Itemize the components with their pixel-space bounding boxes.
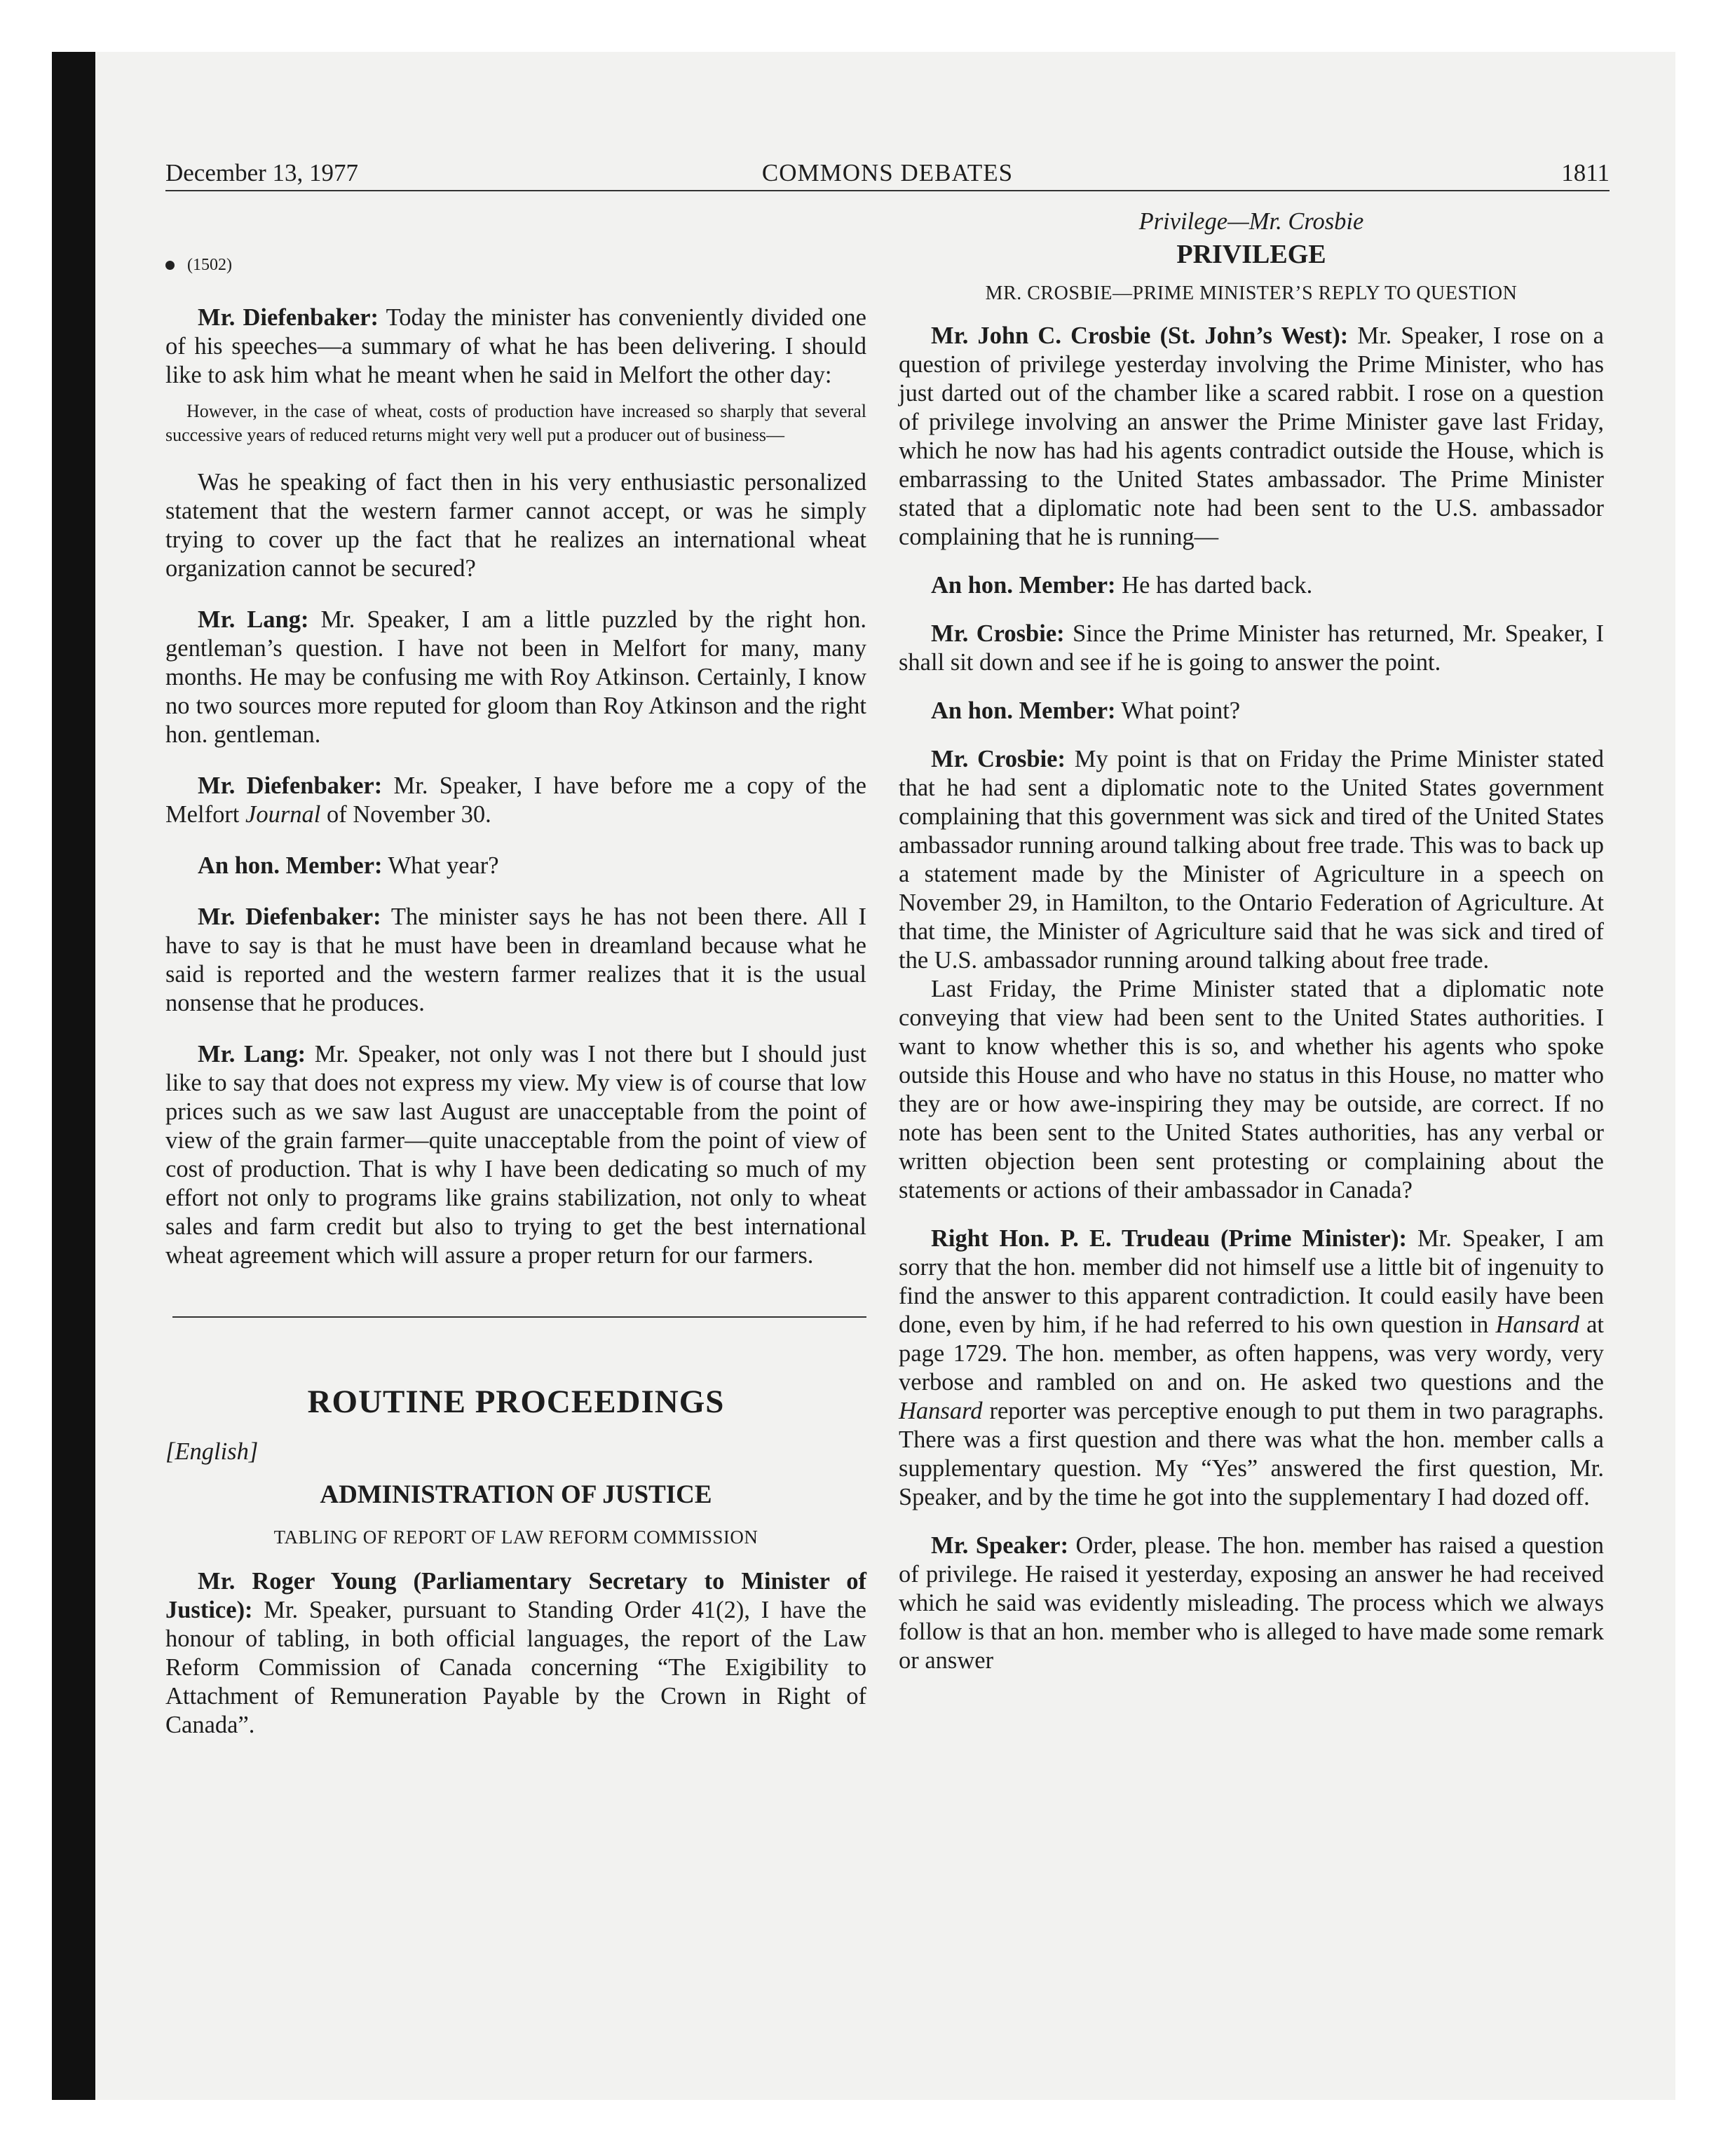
speaker-name: Mr. Lang: bbox=[198, 606, 309, 633]
section-title-routine-proceedings: ROUTINE PROCEEDINGS bbox=[307, 1384, 725, 1420]
speaker-name: Mr. Crosbie: bbox=[931, 746, 1066, 772]
section-title-privilege: PRIVILEGE bbox=[1176, 240, 1326, 269]
speech-text: Mr. Speaker, I am a little puzzled by the right hon. gentleman’s question. I have not been in Melfort for many, many months. He may be confusing me with Roy Atkinson. Certainly, I know no two sources more reputed for gloom than Roy Atkinson and the right hon. gentleman. bbox=[165, 606, 867, 748]
speaker-name: Mr. Speaker: bbox=[931, 1532, 1069, 1559]
speech-italic-text: Hansard bbox=[1495, 1311, 1580, 1338]
speech-italic-text: Journal bbox=[245, 801, 321, 828]
speech-lang-1 bbox=[165, 606, 866, 749]
speech-text: Mr. Speaker, not only was I not there but I should just like to say that does not express my view. My view is of course that low prices such as we saw last August are unacceptable from the point of view of the grain farmer—quite unacceptable from the point of view of cost of production. That is why I have been dedicating so much of my effort not only to programs like grains stabilization, not only to wheat sales and farm credit but also to trying to get the best international wheat agreement which will assure a proper return for our farmers. bbox=[165, 1041, 866, 1269]
speech-diefenbaker-3 bbox=[165, 903, 866, 1018]
time-marker bbox=[165, 251, 866, 280]
header-title: COMMONS DEBATES bbox=[761, 159, 1014, 186]
speech-text: Mr. Speaker, I have before me a copy of the Melfort bbox=[165, 772, 866, 828]
speech-diefenbaker-1 bbox=[165, 303, 866, 390]
speech-crosbie-1 bbox=[899, 322, 1604, 552]
page-header bbox=[165, 156, 1610, 191]
time-marker-text: (1502) bbox=[187, 256, 232, 274]
speech-crosbie-2 bbox=[899, 620, 1604, 677]
speech-crosbie-3-continuation: Last Friday, the Prime Minister stated that a diplomatic note conveying that view had been sent to the United States authorities. I want to know whether this is so, and whether his agents who spoke outside this House and who have no status in this House, no matter who they are or how awe-inspiring they may be outside, are correct. If no note has been sent to the United States authorities, has any verbal or written objection been sent protesting or complaining about the statements or actions of their ambassador in Canada? bbox=[899, 976, 1604, 1203]
speech-text: at page 1729. The hon. member, as often happens, was very wordy, very verbose and rambled on and on. He asked two questions and the bbox=[899, 1311, 1604, 1396]
speech-text: of November 30. bbox=[320, 801, 491, 828]
speaker-name: Mr. Crosbie: bbox=[931, 620, 1065, 647]
speech-text: Mr. Speaker, pursuant to Standing Order 41(2), I have the honour of tabling, in both official languages, the report of the Law Reform Commission of Canada concerning “The Exigibility to Attachment of Remuneration Payable by the Crown in Right of Canada”. bbox=[165, 1597, 866, 1738]
speaker-name: Mr. Lang: bbox=[198, 1041, 306, 1067]
speaker-name: An hon. Member: bbox=[931, 697, 1116, 724]
sub-subject-title: MR. CROSBIE—PRIME MINISTER’S REPLY TO QUESTION bbox=[985, 282, 1518, 304]
speech-trudeau bbox=[899, 1224, 1604, 1512]
speech-text: What point? bbox=[1115, 697, 1241, 724]
speech-hon-member-1 bbox=[165, 852, 866, 880]
speaker-name: Mr. Diefenbaker: bbox=[198, 772, 383, 799]
speech-text: Mr. Speaker, I am sorry that the hon. member did not himself use a little bit of ingenuity to find the answer to this apparent contradiction. It could easily have been done, even by him, if he had referred to his own question in bbox=[899, 1225, 1604, 1338]
block-quote: However, in the case of wheat, costs of production have increased so sharply that several successive years of reduced returns might very well put a producer out of business— bbox=[165, 401, 866, 445]
speaker-name: Mr. Roger Young (Parliamentary Secretary to Minister of Justice): bbox=[165, 1568, 866, 1623]
scan-edge bbox=[52, 52, 95, 2100]
speaker-name: Mr. Diefenbaker: bbox=[198, 304, 379, 331]
sub-subject-title: TABLING OF REPORT OF LAW REFORM COMMISSION bbox=[273, 1527, 758, 1548]
speaker-name: Right Hon. P. E. Trudeau (Prime Minister): bbox=[931, 1225, 1407, 1252]
speech-continuation: Was he speaking of fact then in his very enthusiastic personalized statement that the western farmer cannot accept, or was he simply trying to cover up the fact that he realizes an international wheat organization cannot be secured? bbox=[165, 469, 866, 582]
speech-italic-text: Hansard bbox=[899, 1398, 983, 1424]
speech-text: He has darted back. bbox=[1115, 572, 1313, 599]
speaker-name: An hon. Member: bbox=[931, 572, 1116, 599]
speech-text: Mr. Speaker, I rose on a question of privilege yesterday involving the Prime Minister, who has just darted out of the chamber like a scared rabbit. I rose on a question of privilege involving an answer the Prime Minister gave last Friday, which he now has had his agents contradict outside the House, which is embarrassing to the United States ambassador. The Prime Minister stated that a diplomatic note had been sent to the U.S. ambassador complaining that he is running— bbox=[899, 322, 1604, 550]
language-tag: [English] bbox=[165, 1438, 259, 1465]
speech-text: Order, please. The hon. member has raised a question of privilege. He raised it yesterday, exposing an answer he had received which he said was evidently misleading. The process which we always follow is that an hon. member who is alleged to have made some remark or answer bbox=[899, 1532, 1604, 1674]
speech-text: Today the minister has conveniently divided one of his speeches—a summary of what he has been delivering. I should like to ask him what he meant when he said in Melfort the other day: bbox=[165, 304, 866, 388]
speaker-name: Mr. Diefenbaker: bbox=[198, 903, 381, 930]
speech-crosbie-3 bbox=[899, 745, 1604, 975]
speech-text: My point is that on Friday the Prime Minister stated that he had sent a diplomatic note to the United States government complaining that this government was sick and tired of the United States ambassador running around talking about free trade. This was to back up a statement made by the Minister of Agriculture in a speech on November 29, in Hamilton, to the Ontario Federation of Agriculture. At that time, the Minister of Agriculture said that he was sick and tired of the U.S. ambassador running around talking about free trade. bbox=[899, 746, 1604, 974]
speech-hon-member-3 bbox=[899, 697, 1604, 725]
bullet-icon bbox=[165, 261, 175, 270]
speech-speaker-ruling bbox=[899, 1531, 1604, 1675]
speech-hon-member-2 bbox=[899, 571, 1604, 600]
speech-text: reporter was perceptive enough to put them in two paragraphs. There was a first question and there was what the hon. member calls a supplementary question. My “Yes” answered the first question, Mr. Speaker, and by the time he got into the supplementary I had dozed off. bbox=[899, 1398, 1604, 1510]
speech-roger-young bbox=[165, 1567, 866, 1740]
speech-text: Since the Prime Minister has returned, Mr. Speaker, I shall sit down and see if he is going to answer the point. bbox=[899, 620, 1604, 676]
section-divider bbox=[172, 1316, 866, 1318]
left-column bbox=[165, 207, 866, 1762]
header-page-number: 1811 bbox=[1561, 159, 1610, 186]
subject-title: ADMINISTRATION OF JUSTICE bbox=[320, 1480, 712, 1509]
speech-lang-2 bbox=[165, 1040, 866, 1270]
running-head: Privilege—Mr. Crosbie bbox=[1138, 208, 1364, 235]
speaker-name: An hon. Member: bbox=[198, 852, 383, 879]
speech-text: The minister says he has not been there. All I have to say is that he must have been in dreamland because what he said is reported and the western farmer realizes that it is the usual nonsense that he produces. bbox=[165, 903, 867, 1016]
header-date: December 13, 1977 bbox=[165, 159, 359, 186]
right-column bbox=[899, 207, 1604, 1695]
speaker-name: Mr. John C. Crosbie (St. John’s West): bbox=[931, 322, 1349, 349]
speech-text: What year? bbox=[382, 852, 499, 879]
speech-diefenbaker-2 bbox=[165, 772, 866, 829]
